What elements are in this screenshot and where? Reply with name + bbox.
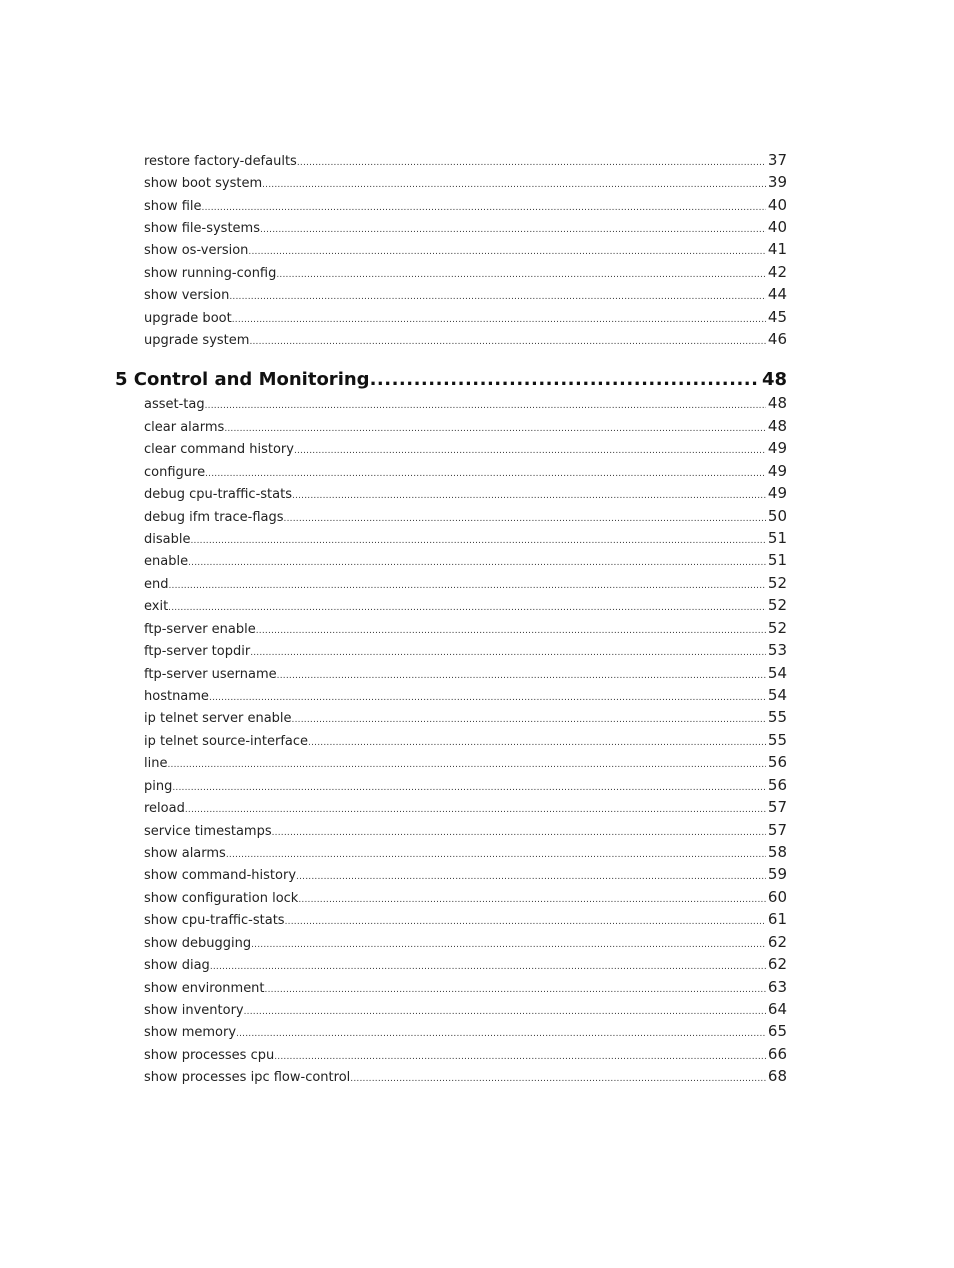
toc-entry-page: 60	[767, 888, 787, 906]
toc-entry-label: show os-version	[144, 243, 249, 258]
toc-entry-label: show version	[144, 288, 230, 303]
toc-entry-page: 55	[767, 731, 787, 749]
dot-leader	[248, 241, 765, 260]
dot-leader	[265, 979, 766, 998]
toc-entry-page: 49	[767, 439, 787, 457]
toc-entry[interactable]	[144, 1020, 787, 1042]
toc-entry-label: show configuration lock	[144, 891, 299, 906]
toc-entry-label: exit	[144, 599, 169, 614]
toc-entry[interactable]	[144, 617, 787, 639]
dot-leader	[169, 575, 766, 594]
toc-entry-label: restore factory-defaults	[144, 154, 297, 169]
toc-entry[interactable]	[144, 1065, 787, 1087]
toc-entry[interactable]	[144, 328, 787, 350]
toc-entry[interactable]	[144, 662, 787, 684]
toc-entry[interactable]	[144, 684, 787, 706]
toc-entry[interactable]	[144, 729, 787, 751]
toc-entry-label: show memory	[144, 1025, 237, 1040]
dot-leader	[226, 844, 766, 863]
toc-entry-page: 63	[767, 978, 787, 996]
chapter-title: 5 Control and Monitoring	[115, 369, 370, 390]
toc-entry-label: asset-tag	[144, 397, 205, 412]
toc-entry[interactable]	[144, 149, 787, 171]
toc-entry[interactable]	[144, 527, 787, 549]
toc-entry-label: hostname	[144, 689, 209, 704]
toc-entry-label: show file	[144, 199, 202, 214]
toc-entry[interactable]	[144, 392, 787, 414]
toc-entry[interactable]	[144, 261, 787, 283]
dot-leader	[350, 1068, 766, 1087]
dot-leader	[292, 485, 766, 504]
toc-entry-label: show cpu-traffic-stats	[144, 913, 285, 928]
toc-entry-label: show processes ipc flow-control	[144, 1070, 351, 1085]
toc-entry-page: 52	[767, 619, 787, 637]
toc-entry[interactable]	[144, 171, 787, 193]
dot-leader	[370, 367, 758, 393]
toc-entry[interactable]	[144, 437, 787, 459]
toc-entry[interactable]	[144, 908, 787, 930]
dot-leader	[298, 889, 766, 908]
toc-entry-page: 37	[767, 151, 787, 169]
toc-entry[interactable]	[144, 306, 787, 328]
toc-entry-page: 62	[767, 955, 787, 973]
toc-entry-label: show environment	[144, 981, 265, 996]
toc-entry-page: 51	[767, 551, 787, 569]
toc-entry-label: debug ifm trace-flags	[144, 510, 284, 525]
toc-entry-page: 49	[767, 462, 787, 480]
dot-leader	[188, 552, 766, 571]
toc-entry-page: 59	[767, 865, 787, 883]
toc-entry-page: 48	[767, 417, 787, 435]
toc-entry-label: configure	[144, 465, 206, 480]
toc-entry-page: 42	[767, 263, 787, 281]
toc-entry-page: 52	[767, 574, 787, 592]
toc-entry-page: 57	[767, 821, 787, 839]
chapter-page: 48	[761, 369, 787, 390]
toc-entry-page: 51	[767, 529, 787, 547]
dot-leader	[272, 822, 766, 841]
toc-entry[interactable]	[144, 819, 787, 841]
toc-entry-page: 64	[767, 1000, 787, 1018]
toc-entry-label: show diag	[144, 958, 210, 973]
toc-entry-label: enable	[144, 554, 189, 569]
dot-leader	[167, 754, 765, 773]
dot-leader	[294, 440, 766, 459]
toc-entry-page: 41	[767, 240, 787, 258]
toc-entry-label: show boot system	[144, 176, 263, 191]
dot-leader	[190, 530, 765, 549]
toc-entry-label: disable	[144, 532, 191, 547]
toc-entry-page: 54	[767, 664, 787, 682]
toc-entry-page: 57	[767, 798, 787, 816]
toc-entry-label: ip telnet source-interface	[144, 734, 309, 749]
toc-entry[interactable]	[144, 774, 787, 796]
dot-leader	[285, 911, 766, 930]
toc-entry-page: 46	[767, 330, 787, 348]
toc-entry-page: 44	[767, 285, 787, 303]
toc-entry[interactable]	[144, 863, 787, 885]
dot-leader	[251, 934, 766, 953]
toc-entry[interactable]	[144, 216, 787, 238]
toc-entry-label: ftp-server username	[144, 667, 277, 682]
toc-entry-label: show running-config	[144, 266, 277, 281]
toc-entry[interactable]	[144, 796, 787, 818]
dot-leader	[262, 174, 766, 193]
toc-entry-label: show processes cpu	[144, 1048, 275, 1063]
toc-entry-page: 66	[767, 1045, 787, 1063]
dot-leader	[292, 709, 766, 728]
dot-leader	[244, 1001, 766, 1020]
toc-entry[interactable]	[144, 706, 787, 728]
toc-entry-label: line	[144, 756, 168, 771]
toc-entry[interactable]	[144, 283, 787, 305]
toc-entry-label: ip telnet server enable	[144, 711, 292, 726]
toc-entry[interactable]	[144, 572, 787, 594]
dot-leader	[209, 687, 766, 706]
toc-entry-page: 68	[767, 1067, 787, 1085]
dot-leader	[168, 597, 766, 616]
toc-entry[interactable]	[144, 460, 787, 482]
dot-leader	[260, 219, 766, 238]
toc-entry[interactable]	[144, 238, 787, 260]
dot-leader	[297, 152, 766, 171]
toc-entry[interactable]	[144, 953, 787, 975]
toc-entry[interactable]	[144, 482, 787, 504]
toc-chapter-heading[interactable]	[115, 367, 787, 393]
toc-entry-label: upgrade boot	[144, 311, 232, 326]
dot-leader	[205, 463, 766, 482]
toc-entry-page: 50	[767, 507, 787, 525]
toc-entry-page: 40	[767, 218, 787, 236]
toc-entry-page: 53	[767, 641, 787, 659]
dot-leader	[236, 1023, 766, 1042]
toc-entry-page: 54	[767, 686, 787, 704]
dot-leader	[249, 331, 765, 350]
toc-entry-label: debug cpu-traffic-stats	[144, 487, 292, 502]
toc-entry-page: 56	[767, 753, 787, 771]
dot-leader	[277, 665, 766, 684]
toc-entry[interactable]	[144, 751, 787, 773]
dot-leader	[250, 642, 766, 661]
dot-leader	[229, 286, 766, 305]
toc-entry-page: 49	[767, 484, 787, 502]
toc-entry[interactable]	[144, 594, 787, 616]
toc-entry-page: 65	[767, 1022, 787, 1040]
toc-entry[interactable]	[144, 1043, 787, 1065]
toc-entry-label: upgrade system	[144, 333, 250, 348]
toc-entry-page: 48	[767, 394, 787, 412]
dot-leader	[185, 799, 766, 818]
dot-leader	[205, 395, 766, 414]
toc-entry[interactable]	[144, 976, 787, 998]
toc-entry-label: clear command history	[144, 442, 294, 457]
toc-entry-page: 56	[767, 776, 787, 794]
toc-entry-label: show file-systems	[144, 221, 260, 236]
dot-leader	[172, 777, 766, 796]
toc-entry[interactable]	[144, 194, 787, 216]
toc-entry-label: show debugging	[144, 936, 252, 951]
dot-leader	[224, 418, 766, 437]
toc-entry-page: 52	[767, 596, 787, 614]
toc-entry-label: show alarms	[144, 846, 226, 861]
toc-entry-label: ping	[144, 779, 173, 794]
toc-entry-page: 62	[767, 933, 787, 951]
toc-entry[interactable]	[144, 931, 787, 953]
toc-entry[interactable]	[144, 415, 787, 437]
toc-entry[interactable]	[144, 841, 787, 863]
toc-entry-label: reload	[144, 801, 185, 816]
dot-leader	[284, 508, 766, 527]
dot-leader	[276, 264, 766, 283]
toc-entry-label: end	[144, 577, 169, 592]
toc-entry-page: 61	[767, 910, 787, 928]
toc-entry-page: 40	[767, 196, 787, 214]
toc-entry[interactable]	[144, 505, 787, 527]
dot-leader	[232, 309, 766, 328]
toc-entry-page: 45	[767, 308, 787, 326]
dot-leader	[202, 197, 766, 216]
dot-leader	[296, 866, 766, 885]
toc-entry[interactable]	[144, 998, 787, 1020]
dot-leader	[256, 620, 766, 639]
toc-entry-label: show command-history	[144, 868, 297, 883]
toc-entry[interactable]	[144, 549, 787, 571]
toc-entry-label: show inventory	[144, 1003, 244, 1018]
dot-leader	[274, 1046, 766, 1065]
toc-entry-label: service timestamps	[144, 824, 272, 839]
toc-entry-label: ftp-server topdir	[144, 644, 251, 659]
toc-entry[interactable]	[144, 886, 787, 908]
toc-entry[interactable]	[144, 639, 787, 661]
toc-entry-page: 55	[767, 708, 787, 726]
toc-entry-page: 39	[767, 173, 787, 191]
toc-entry-page: 58	[767, 843, 787, 861]
dot-leader	[308, 732, 766, 751]
dot-leader	[210, 956, 766, 975]
toc-entry-label: clear alarms	[144, 420, 225, 435]
toc-entry-label: ftp-server enable	[144, 622, 256, 637]
